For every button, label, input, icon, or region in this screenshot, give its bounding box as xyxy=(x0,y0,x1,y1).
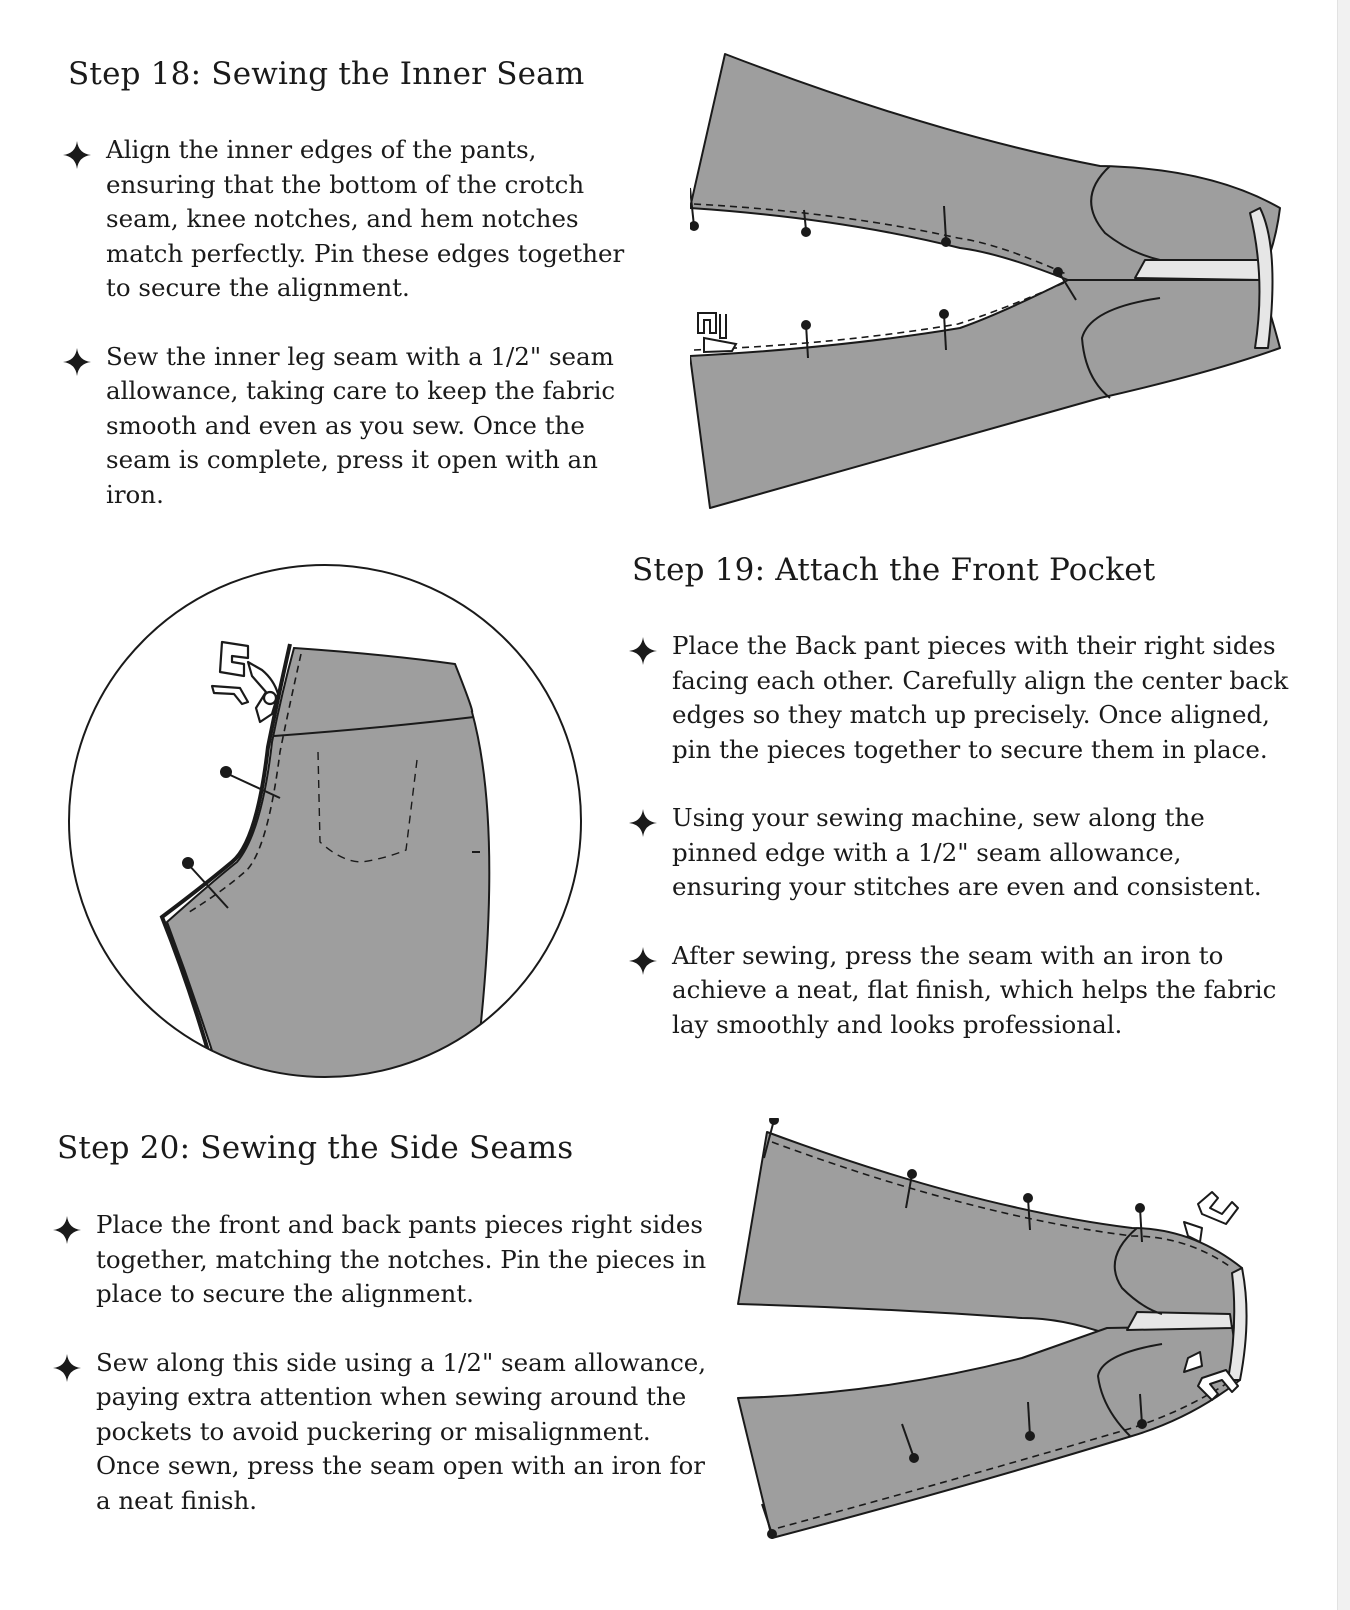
step19-list xyxy=(628,629,1288,1042)
line: edges so they match up precisely. Once aligned, xyxy=(672,700,1270,729)
line: match perfectly. Pin these edges together xyxy=(106,238,625,268)
line: achieve a neat, flat finish, which helps the fabric xyxy=(672,975,1277,1004)
step19-bullet-3 xyxy=(628,939,1288,1043)
back-seam-detail-illustration xyxy=(62,562,592,1080)
step19-bullet-1 xyxy=(628,629,1288,767)
page-edge xyxy=(1337,0,1350,1610)
line: allowance, taking care to keep the fabric xyxy=(106,376,616,405)
line: pinned edge with a 1/2" seam allowance, xyxy=(672,837,1182,867)
line: Sew the inner leg seam with a 1/2" seam xyxy=(106,341,614,371)
line: a neat finish. xyxy=(96,1485,258,1515)
step19-title: Step 19: Attach the Front Pocket xyxy=(632,552,1156,588)
sparkle-bullet-icon xyxy=(52,1215,82,1245)
line: ensuring that the bottom of the crotch xyxy=(106,169,585,199)
pocket-lining xyxy=(1127,1312,1232,1330)
line: paying extra attention when sewing around the xyxy=(96,1382,687,1411)
line: Place the Back pant pieces with their right sides xyxy=(672,631,1276,660)
line: ensuring your stitches are even and consistent. xyxy=(672,872,1262,901)
line: iron. xyxy=(106,479,164,509)
line: seam, knee notches, and hem notches xyxy=(106,204,579,233)
line: Using your sewing machine, sew along the xyxy=(672,803,1205,832)
sparkle-bullet-icon xyxy=(62,347,92,377)
line: Once sewn, press the seam open with an iron for xyxy=(96,1451,705,1480)
step20-list xyxy=(52,1208,706,1518)
presser-foot-icon xyxy=(698,313,736,352)
step18-bullet-2 xyxy=(62,340,624,513)
inner-seam-illustration xyxy=(690,48,1290,528)
line: facing each other. Carefully align the center back xyxy=(672,665,1289,695)
line: lay smoothly and looks professional. xyxy=(672,1009,1123,1039)
line: After sewing, press the seam with an iron to xyxy=(672,940,1224,970)
step20-title: Step 20: Sewing the Side Seams xyxy=(57,1130,574,1166)
pocket-lining xyxy=(1135,260,1262,280)
lower-leg xyxy=(738,1326,1240,1538)
line: seam is complete, press it open with an xyxy=(106,445,598,474)
sparkle-bullet-icon xyxy=(52,1353,82,1383)
pant-panel xyxy=(167,648,489,1080)
line: to secure the alignment. xyxy=(106,273,410,302)
line: together, matching the notches. Pin the pieces in xyxy=(96,1244,707,1274)
presser-foot-icon xyxy=(212,642,278,722)
line: Sew along this side using a 1/2" seam allowance, xyxy=(96,1347,707,1377)
step19-bullet-2 xyxy=(628,801,1288,905)
line: pin the pieces together to secure them in place. xyxy=(672,734,1268,764)
line: Place the front and back pants pieces right sides xyxy=(96,1210,703,1239)
step20-bullet-1 xyxy=(52,1208,706,1312)
line: place to secure the alignment. xyxy=(96,1279,474,1308)
upper-leg xyxy=(738,1132,1242,1334)
step18-list xyxy=(62,133,624,512)
sparkle-bullet-icon xyxy=(628,946,658,976)
side-seam-illustration xyxy=(732,1118,1272,1548)
sparkle-bullet-icon xyxy=(628,808,658,838)
sparkle-bullet-icon xyxy=(62,140,92,170)
step18-title: Step 18: Sewing the Inner Seam xyxy=(68,56,585,92)
sparkle-bullet-icon xyxy=(628,636,658,666)
presser-foot-icon xyxy=(1184,1192,1238,1242)
step20-bullet-2 xyxy=(52,1346,706,1519)
upper-leg xyxy=(690,54,1280,286)
step18-bullet-1 xyxy=(62,133,624,306)
line: pockets to avoid puckering or misalignment. xyxy=(96,1416,651,1446)
line: smooth and even as you sew. Once the xyxy=(106,410,585,440)
line: Align the inner edges of the pants, xyxy=(106,135,537,164)
